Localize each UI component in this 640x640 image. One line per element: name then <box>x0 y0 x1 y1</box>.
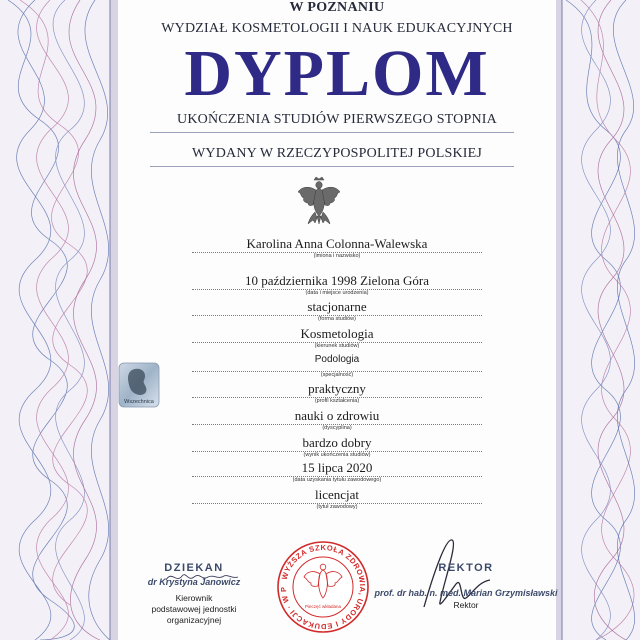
rector-role: REKTOR <box>438 562 494 574</box>
divider <box>150 166 514 167</box>
guilloche-border-left <box>0 0 118 640</box>
rector-desc: Rektor <box>453 600 479 610</box>
field-profile: praktyczny (profil kształcenia) <box>118 381 556 405</box>
dean-signature-scribble-icon <box>162 568 242 586</box>
divider <box>150 132 514 133</box>
field-study-form: stacjonarne (forma studiów) <box>118 299 556 323</box>
hologram-label: Wszechnica <box>124 399 154 405</box>
issued-in: WYDANY W RZECZYPOSPOLITEJ POLSKIEJ <box>191 146 483 161</box>
field-title-date: 15 lipca 2020 (data uzyskania tytułu zawodowego) <box>118 460 556 484</box>
dean-signature-block <box>124 562 264 626</box>
dean-role: DZIEKAN <box>164 562 224 574</box>
field-study-field: Kosmetologia (kierunek studiów) <box>118 326 556 350</box>
hologram-sticker <box>118 362 160 413</box>
field-birth: 10 października 1998 Zielona Góra (data i miejsce urodzenia) <box>118 273 556 297</box>
field-discipline: nauki o zdrowiu (dyscyplina) <box>118 408 556 432</box>
field-full-name: Karolina Anna Colonna-Walewska (imiona i nazwisko) <box>118 236 556 260</box>
field-professional-title: licencjat (tytuł zawodowy) <box>118 487 556 511</box>
dean-desc-1: Kierownik <box>175 593 213 603</box>
diploma-title: DYPLOM <box>184 37 490 110</box>
seal-ring-text: WYŻSZA SZKOŁA ZDROWIA, URODY I EDUKACJI · W P <box>278 542 368 632</box>
polish-eagle-emblem-icon <box>296 176 342 231</box>
university-city: W POZNANIU <box>289 0 385 15</box>
dean-name: dr Krystyna Janowicz <box>147 577 241 587</box>
faculty-name: WYDZIAŁ KOSMETOLOGII I NAUK EDUKACYJNYCH <box>161 21 513 36</box>
field-specialty: Podologia (specjalność) <box>118 352 556 379</box>
rector-name: prof. dr hab. n. med. Marian Grzymisławski <box>374 588 558 598</box>
university-seal <box>276 540 370 639</box>
diploma-subtitle: UKOŃCZENIA STUDIÓW PIERWSZEGO STOPNIA <box>177 112 497 127</box>
rector-signature-block <box>366 562 566 611</box>
seal-center-text: Pieczęć wkładana <box>304 604 342 609</box>
guilloche-border-right <box>556 0 640 640</box>
dean-desc-2: podstawowej jednostki organizacyjnej <box>151 604 237 625</box>
field-result: bardzo dobry (wynik ukończenia studiów) <box>118 435 556 459</box>
